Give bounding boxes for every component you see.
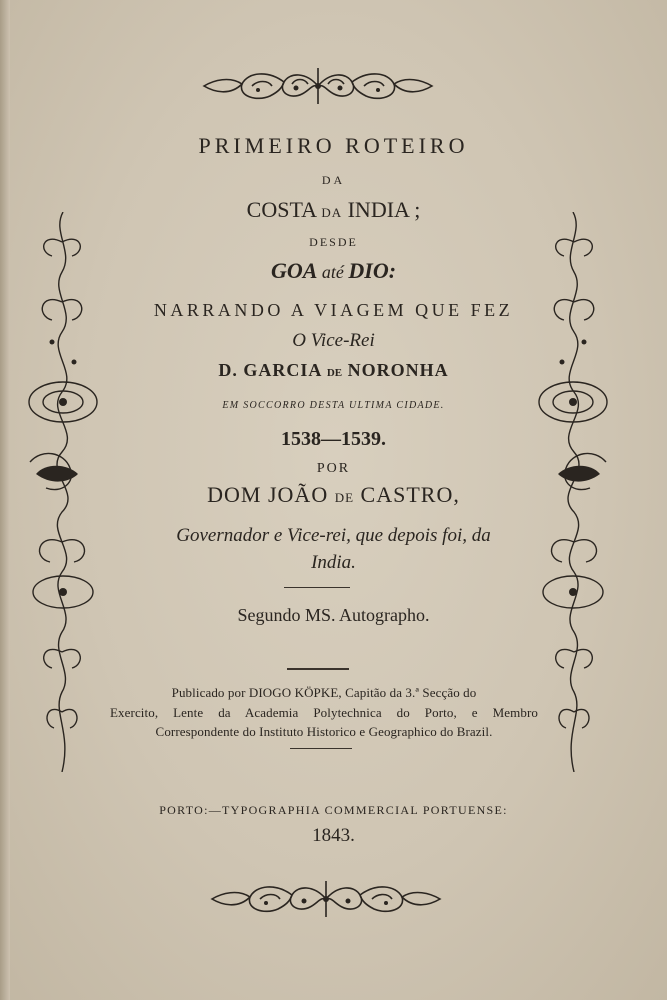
- title-line-narrando: NARRANDO A VIAGEM QUE FEZ: [153, 300, 514, 320]
- title-da-small-text: DA: [321, 205, 343, 220]
- title-de-small-text: DE: [326, 367, 343, 379]
- imprint-year: 1843.: [312, 825, 355, 846]
- title-line-por: POR: [316, 461, 351, 476]
- title-garcia-text: D. GARCIA: [218, 360, 327, 380]
- title-line-governador: Governador e Vice-rei, que depois foi, da: [176, 525, 491, 546]
- author-castro-text: CASTRO,: [354, 482, 460, 507]
- title-line-years: 1538—1539.: [281, 428, 386, 450]
- title-line-vice-rei: O Vice-Rei: [292, 330, 375, 351]
- publication-line-2: Exercito, Lente da Academia Polytechnica do Porto, e Membro: [110, 705, 538, 720]
- publication-line-1: Publicado por DIOGO KÖPKE, Capitão da 3.ª Secção do: [171, 685, 477, 700]
- title-line-da: DA: [321, 173, 346, 187]
- title-noronha-text: NORONHA: [342, 360, 449, 380]
- title-line-author: [0, 482, 667, 508]
- title-dio-text: DIO:: [348, 258, 397, 283]
- imprint-printer: PORTO:—TYPOGRAPHIA COMMERCIAL PORTUENSE:: [159, 803, 508, 817]
- title-ate-text: até: [317, 262, 349, 282]
- title-line-primeiro-roteiro: PRIMEIRO ROTEIRO: [198, 133, 469, 158]
- divider-rule-1: [284, 587, 350, 588]
- divider-rule-2: [287, 668, 349, 670]
- title-costa-text: COSTA: [246, 197, 322, 222]
- title-line-em-soccorro: EM SOCCORRO DESTA ULTIMA CIDADE.: [222, 400, 445, 411]
- author-dom-joao-text: DOM JOÃO: [207, 482, 335, 507]
- title-line-costa-da-india: [0, 197, 667, 223]
- floral-headpiece-icon: [198, 62, 438, 110]
- title-line-garcia-noronha: [0, 360, 667, 381]
- floral-tailpiece-icon: [206, 876, 446, 922]
- publication-line-3: Correspondente do Instituto Historico e Geographico do Brazil.: [155, 724, 493, 739]
- title-line-goa-ate-dio: [0, 258, 667, 284]
- divider-rule-3: [290, 748, 352, 749]
- title-line-india: India.: [311, 552, 356, 573]
- title-goa-text: GOA: [270, 258, 318, 283]
- source-note: Segundo MS. Autographo.: [237, 605, 430, 625]
- title-india-text: INDIA ;: [342, 197, 421, 222]
- author-de-small-text: DE: [334, 490, 355, 505]
- title-line-desde: DESDE: [309, 235, 358, 249]
